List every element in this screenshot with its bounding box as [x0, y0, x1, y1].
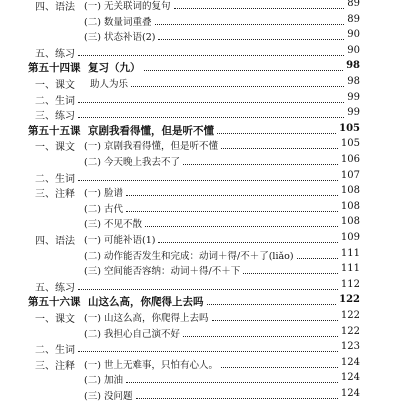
- section-label: 二、生词: [35, 173, 75, 185]
- page-number: 99: [347, 91, 360, 103]
- sub-index: (一): [84, 313, 101, 324]
- dotted-leader: [131, 86, 344, 87]
- dotted-leader: [183, 164, 338, 165]
- page-number: 111: [340, 247, 360, 259]
- sub-index: (二): [84, 250, 101, 262]
- toc-row: [0, 388, 400, 408]
- section-label: 四、语法: [35, 2, 75, 13]
- dotted-leader: [183, 336, 338, 337]
- entry-title: 京剧我看得懂，但是听不懂: [104, 141, 219, 153]
- sub-index: (三): [84, 391, 101, 402]
- page-number: 122: [340, 310, 360, 321]
- dotted-leader: [78, 180, 338, 181]
- dotted-leader: [217, 133, 336, 134]
- lesson-title: 京剧我看得懂，但是听不懂: [88, 124, 214, 137]
- section-label: 一、课文: [35, 142, 75, 154]
- sub-index: (三): [84, 219, 101, 231]
- page-number: 89: [347, 13, 360, 25]
- sub-index: (一): [84, 359, 101, 371]
- page-number: 105: [340, 138, 360, 150]
- sub-index: (一): [84, 1, 101, 12]
- dotted-leader: [155, 24, 344, 25]
- entry-title: 古代: [104, 203, 124, 215]
- sub-index: (一): [84, 141, 101, 153]
- entry-title: 世上无难事，只怕有心人。: [104, 359, 219, 371]
- entry-title: 数量词重叠: [104, 16, 152, 28]
- entry-title: 状态补语(2): [104, 32, 156, 44]
- section-label: 一、课文: [35, 314, 75, 325]
- entry-title: 无关联词的复句: [104, 1, 171, 12]
- section-label: 五、练习: [35, 282, 75, 294]
- sub-index: (二): [84, 16, 101, 28]
- dotted-leader: [126, 211, 338, 212]
- page-number: 122: [339, 294, 360, 306]
- dotted-leader: [145, 226, 338, 227]
- dotted-leader: [297, 258, 338, 259]
- page-number: 122: [340, 325, 360, 337]
- page-number: 124: [340, 372, 360, 384]
- section-label: 五、练习: [35, 48, 75, 60]
- entry-title: 今天晚上我去不了: [104, 157, 181, 168]
- entry-title: 没问题: [104, 391, 133, 402]
- page-number: 112: [340, 278, 360, 290]
- lesson-number: 第五十五课: [28, 124, 81, 137]
- sub-index: (二): [84, 328, 101, 340]
- dotted-leader: [126, 195, 338, 196]
- sub-index: (二): [84, 157, 101, 168]
- dotted-leader: [136, 398, 338, 399]
- section-label: 四、语法: [35, 236, 75, 247]
- dotted-leader: [78, 117, 344, 118]
- entry-title: 山这么高，你爬得上去吗: [104, 313, 209, 324]
- sub-index: (一): [84, 188, 101, 200]
- sub-index: (二): [84, 203, 101, 215]
- dotted-leader: [78, 289, 338, 290]
- lesson-number: 第五十六课: [28, 296, 81, 309]
- dotted-leader: [212, 320, 338, 321]
- section-label: 三、练习: [35, 111, 75, 123]
- section-label: 三、注释: [35, 189, 75, 201]
- page-number: 109: [340, 232, 360, 243]
- lesson-title: 复习（九）: [88, 62, 141, 75]
- page-number: 90: [347, 29, 360, 41]
- dotted-leader: [243, 273, 338, 274]
- page-number: 108: [340, 216, 360, 228]
- entry-title: 加油: [104, 375, 124, 387]
- dotted-leader: [78, 351, 338, 352]
- sub-index: (二): [84, 375, 101, 387]
- section-label: 二、生词: [35, 345, 75, 357]
- sub-index: (一): [84, 235, 101, 246]
- page-number: 105: [339, 122, 360, 134]
- dotted-leader: [144, 70, 343, 71]
- entry-title: 脸谱: [104, 188, 124, 200]
- lesson-number: 第五十四课: [28, 62, 81, 75]
- page-number: 108: [340, 185, 360, 197]
- page-number: 106: [340, 154, 360, 165]
- sub-index: (三): [84, 266, 101, 278]
- dotted-leader: [207, 304, 336, 305]
- page-number: 99: [347, 107, 360, 119]
- page-number: 98: [347, 76, 360, 87]
- entry-title: 助人为乐: [90, 79, 129, 90]
- section-label: 二、生词: [35, 95, 75, 107]
- page-number: 111: [340, 263, 360, 275]
- dotted-leader: [221, 367, 338, 368]
- entry-title: 可能补语(1): [104, 235, 156, 246]
- entry-title: 不见不散: [104, 219, 143, 231]
- entry-title: 动作能否发生和完成：动词＋得/不＋了(liǎo): [104, 250, 294, 262]
- section-label: 三、注释: [35, 360, 75, 372]
- dotted-leader: [221, 148, 338, 149]
- lesson-title: 山这么高，你爬得上去吗: [88, 296, 204, 309]
- dotted-leader: [78, 102, 344, 103]
- dotted-leader: [126, 382, 338, 383]
- page-number: 124: [340, 388, 360, 399]
- dotted-leader: [158, 39, 344, 40]
- dotted-leader: [158, 242, 338, 243]
- dotted-leader: [78, 55, 344, 56]
- section-label: 一、课文: [35, 80, 75, 91]
- page-number: 89: [347, 0, 360, 9]
- page-number: 98: [346, 60, 360, 72]
- entry-title: 我担心自己演不好: [104, 328, 181, 340]
- page-number: 123: [340, 341, 360, 353]
- dotted-leader: [174, 8, 344, 9]
- page-number: 108: [340, 200, 360, 212]
- entry-title: 空间能否容纳：动词＋得/不＋下: [104, 266, 241, 278]
- sub-index: (三): [84, 32, 101, 44]
- page-number: 124: [340, 356, 360, 368]
- page-number: 90: [347, 44, 360, 56]
- page-number: 107: [340, 169, 360, 181]
